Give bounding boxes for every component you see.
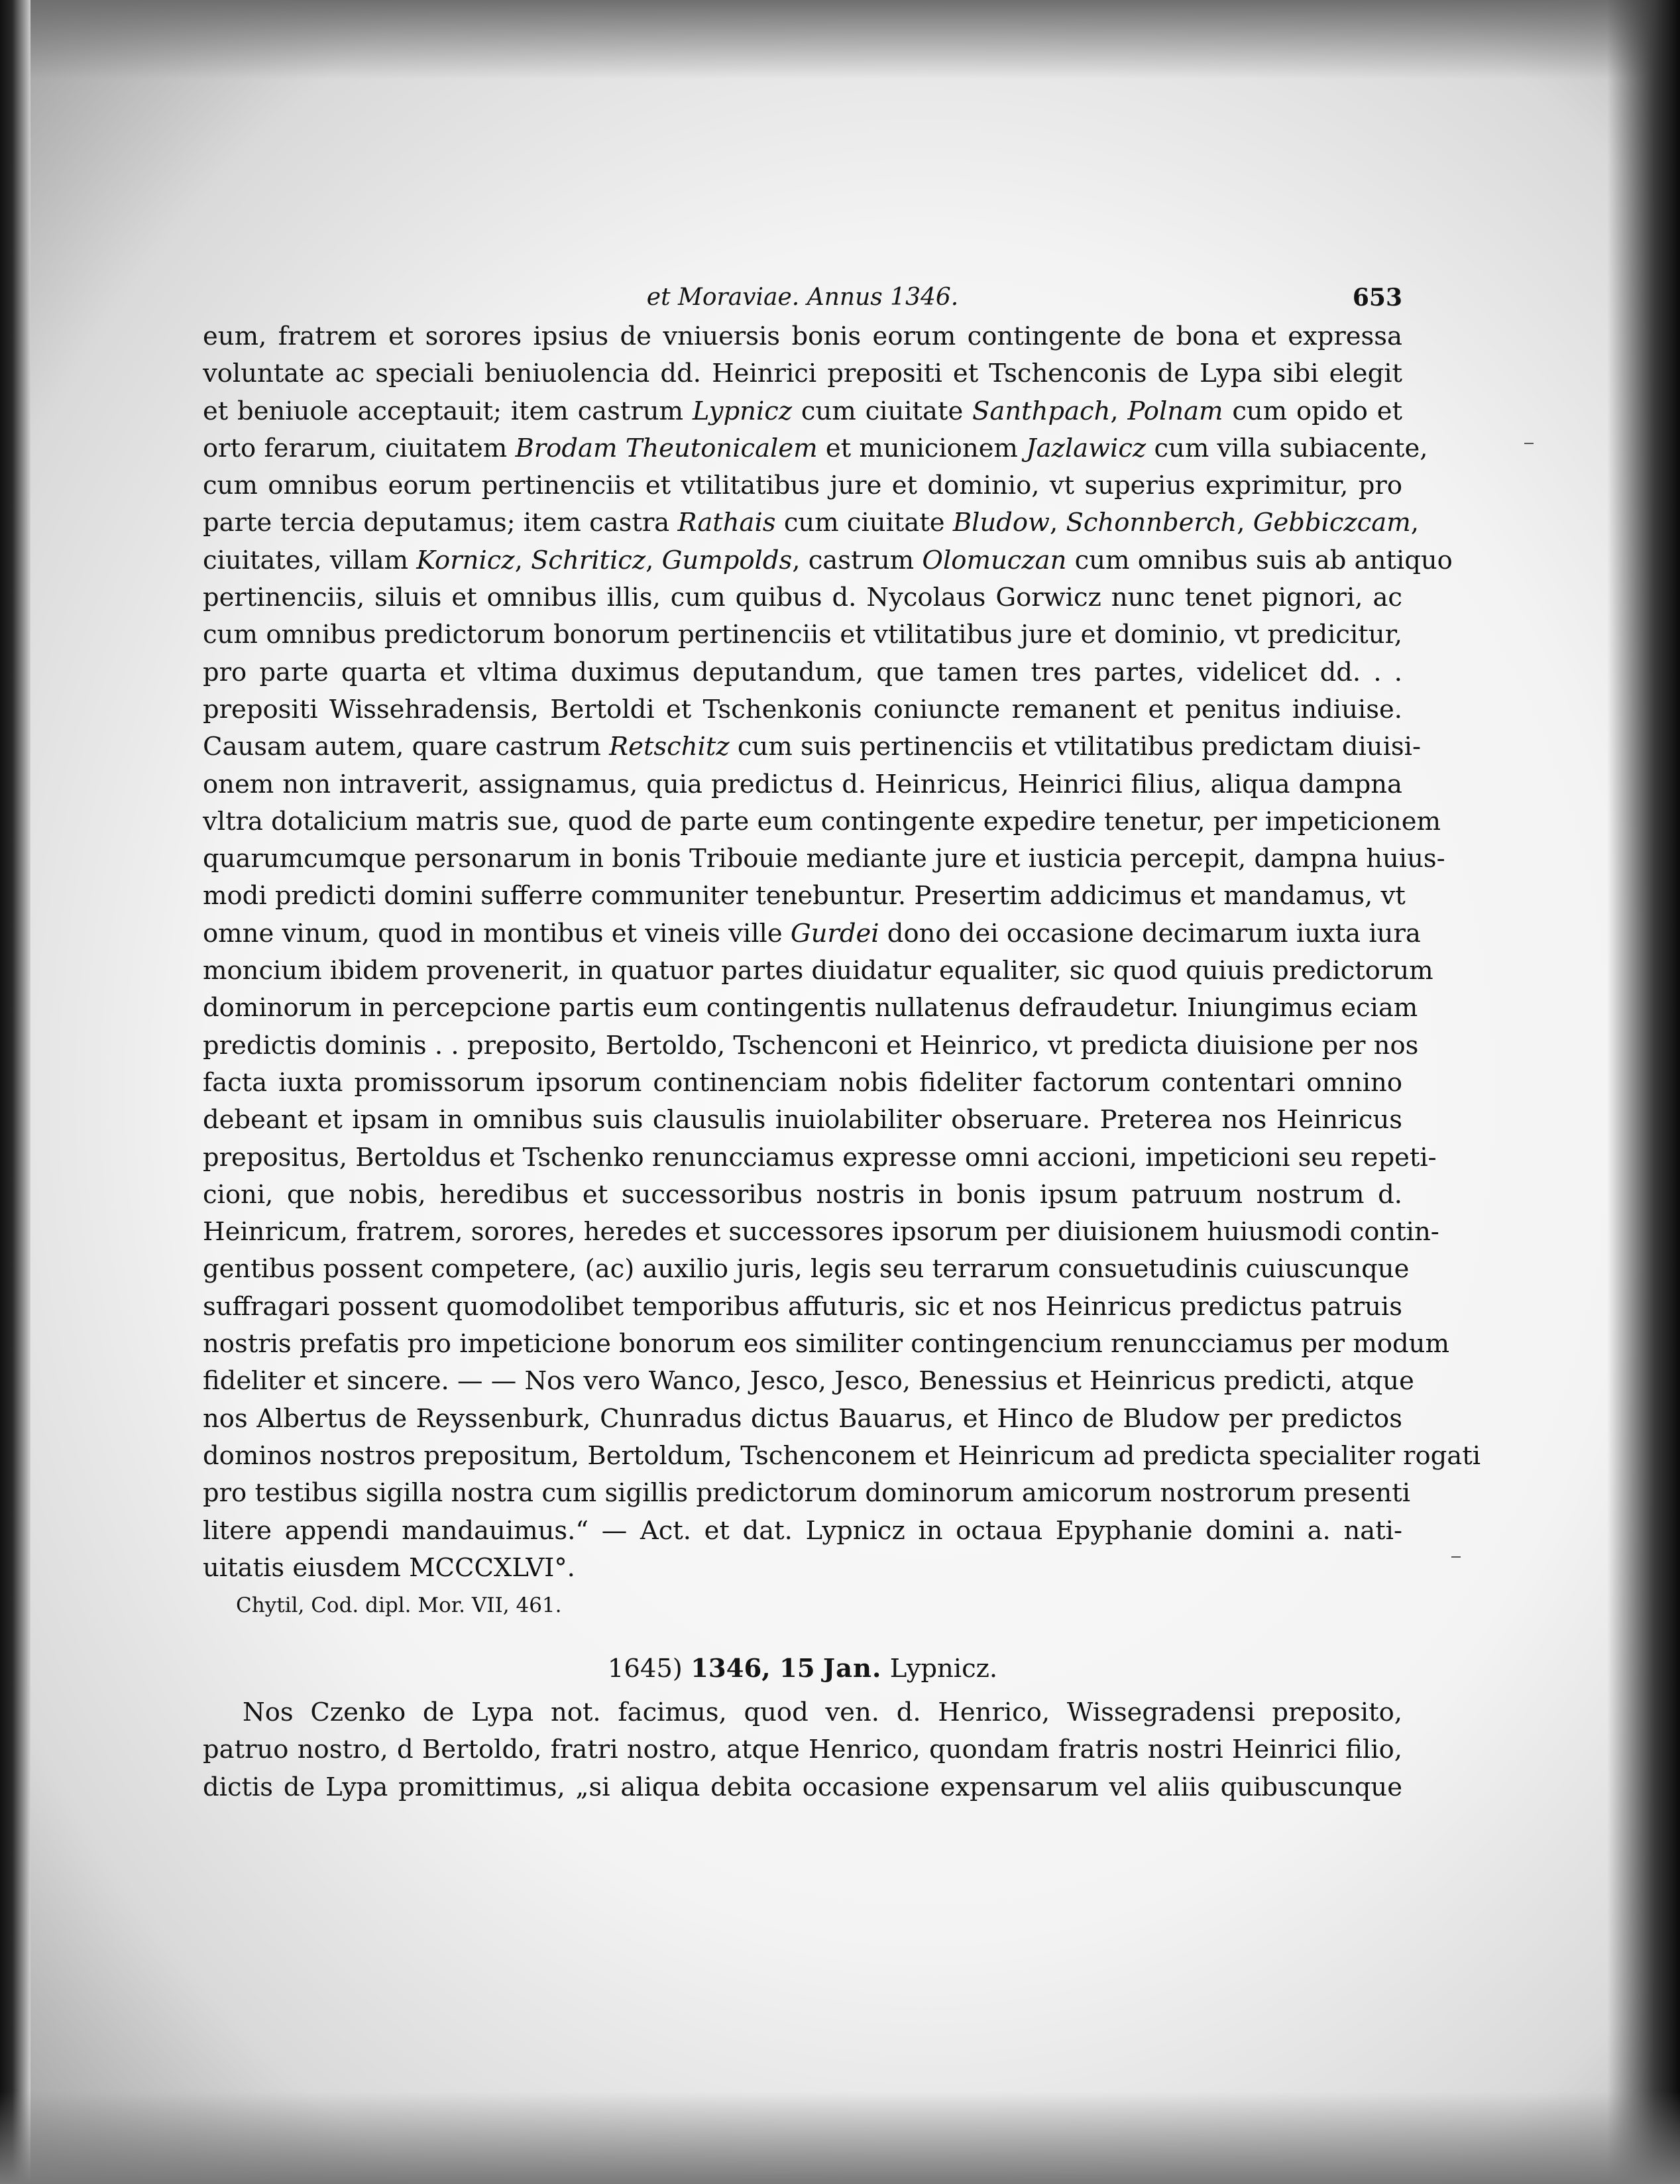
text-line bbox=[203, 355, 1402, 392]
document-1-text bbox=[203, 318, 1481, 1587]
text-segment: , castrum bbox=[792, 545, 923, 575]
place-name: Lypnicz bbox=[692, 396, 793, 426]
text-segment: cum ciuitate bbox=[792, 396, 973, 426]
text-segment: uitatis eiusdem MCCCXLVI°. bbox=[203, 1552, 575, 1583]
text-segment: , bbox=[1050, 508, 1066, 538]
text-line bbox=[203, 803, 1441, 840]
text-line bbox=[203, 318, 1402, 355]
text-segment: parte tercia deputamus; item castra bbox=[203, 508, 678, 538]
text-line bbox=[203, 1475, 1411, 1512]
text-line bbox=[203, 616, 1402, 654]
place-name: Gebbiczcam bbox=[1253, 508, 1411, 538]
text-segment: cum villa subiacente, bbox=[1146, 433, 1428, 463]
text-segment: dominorum in percepcione partis eum contingentis nullatenus defraudetur. Iniungimus eciam bbox=[203, 993, 1418, 1023]
text-segment: modi predicti domini sufferre communiter tenebuntur. Presertim addicimus et mandamus, vt bbox=[203, 881, 1406, 911]
text-segment: facta iuxta promissorum ipsorum continenciam nobis fideliter factorum contentari omnino bbox=[203, 1067, 1402, 1098]
text-line bbox=[203, 542, 1453, 579]
place-name: Jazlawicz bbox=[1026, 433, 1147, 463]
text-segment: litere appendi mandauimus.“ — Act. et dat. Lypnicz in octaua Epyphanie domini a. nati- bbox=[203, 1515, 1402, 1546]
scan-shadow-bottom bbox=[0, 2091, 1680, 2184]
place-name: Olomuczan bbox=[922, 545, 1067, 575]
text-segment: cum omnibus eorum pertinenciis et vtilitatibus jure et dominio, vt superius exprimitur, pro bbox=[203, 471, 1402, 501]
text-segment: debeant et ipsam in omnibus suis clausulis inuiolabiliter obseruare. Preterea nos Heinricus bbox=[203, 1105, 1402, 1135]
page-content bbox=[203, 278, 1481, 1806]
text-segment: dono dei occasione decimarum iuxta iura bbox=[879, 918, 1421, 948]
text-segment: Causam autem, quare castrum bbox=[203, 732, 610, 762]
text-segment: cum omnibus predictorum bonorum pertinenciis et vtilitatibus jure et dominio, vt predicitur, bbox=[203, 620, 1402, 650]
text-line: dictis de Lypa promittimus, „si aliqua debita occasione expensarum vel aliis quibuscunque bbox=[203, 1772, 1402, 1802]
text-line bbox=[203, 728, 1421, 766]
text-segment: , bbox=[645, 545, 662, 575]
text-line bbox=[203, 1438, 1481, 1475]
text-segment: pro parte quarta et vltima duximus deputandum, que tamen tres partes, videlicet dd. . . bbox=[203, 657, 1402, 687]
text-segment: prepositus, Bertoldus et Tschenko renuncciamus expresse omni accioni, impeticioni seu repeti- bbox=[203, 1142, 1437, 1173]
place-name: Schonnberch bbox=[1066, 508, 1237, 538]
text-segment: et beniuole acceptauit; item castrum bbox=[203, 396, 693, 426]
text-line bbox=[203, 579, 1402, 616]
text-segment: ciuitates, villam bbox=[203, 545, 417, 575]
scan-shadow-top bbox=[0, 0, 1680, 80]
text-segment: , bbox=[1410, 508, 1419, 538]
text-line bbox=[203, 915, 1421, 952]
text-line bbox=[203, 952, 1433, 990]
text-line bbox=[203, 393, 1402, 430]
document-date: 1346, 15 bbox=[691, 1654, 815, 1684]
text-segment: , bbox=[514, 545, 532, 575]
text-line: patruo nostro, d Bertoldo, fratri nostro, atque Henrico, quondam fratris nostri Heinrici filio, bbox=[203, 1735, 1402, 1765]
text-segment: pertinenciis, siluis et omnibus illis, cum quibus d. Nycolaus Gorwicz nunc tenet pignori, ac bbox=[203, 583, 1402, 613]
text-segment: cum ciuitate bbox=[775, 508, 953, 538]
page-number: 653 bbox=[1352, 284, 1402, 312]
text-line bbox=[203, 990, 1418, 1027]
text-line bbox=[203, 1401, 1402, 1438]
text-line bbox=[203, 1513, 1402, 1550]
text-line bbox=[203, 691, 1402, 728]
text-line bbox=[203, 878, 1406, 915]
text-line bbox=[203, 1064, 1402, 1102]
text-segment: quarumcumque personarum in bonis Tribouie mediante jure et iusticia percepit, dampna huius- bbox=[203, 844, 1445, 874]
text-segment: cum suis pertinenciis et vtilitatibus predictam diuisi- bbox=[729, 732, 1421, 762]
text-line bbox=[203, 766, 1402, 803]
place-name: Schriticz bbox=[531, 545, 646, 575]
text-segment: cum omnibus suis ab antiquo bbox=[1066, 545, 1453, 575]
text-segment: Heinricum, fratrem, sorores, heredes et successores ipsorum per diuisionem huiusmodi contin- bbox=[203, 1217, 1439, 1247]
text-line bbox=[203, 1251, 1410, 1288]
text-segment: onem non intraverit, assignamus, quia predictus d. Heinricus, Heinrici filius, aliqua dampna bbox=[203, 769, 1402, 799]
text-segment: moncium ibidem provenerit, in quatuor partes diuidatur equaliter, sic quod quiuis predictorum bbox=[203, 956, 1433, 986]
place-name: Bludow bbox=[952, 508, 1050, 538]
running-head bbox=[203, 278, 1402, 318]
text-segment: suffragari possent quomodolibet temporibus affuturis, sic et nos Heinricus predictus patruis bbox=[203, 1291, 1402, 1322]
place-name: Retschitz bbox=[609, 732, 730, 762]
text-line bbox=[203, 1326, 1449, 1363]
running-title: et Moraviae. Annus 1346. bbox=[646, 284, 959, 311]
text-segment: orto ferarum, ciuitatem bbox=[203, 433, 516, 463]
text-segment: cum opido et bbox=[1223, 396, 1402, 426]
place-name: Kornicz bbox=[416, 545, 515, 575]
document-2-text bbox=[203, 1694, 1402, 1806]
text-segment: voluntate ac speciali beniuolencia dd. Heinrici prepositi et Tschenconis de Lypa sibi elegit bbox=[203, 359, 1402, 389]
text-line: Nos Czenko de Lypa not. facimus, quod ven. d. Henrico, Wissegradensi preposito, bbox=[243, 1697, 1402, 1728]
text-segment: eum, fratrem et sorores ipsius de vniuersis bonis eorum contingente de bona et expressa bbox=[203, 321, 1402, 351]
text-line bbox=[203, 1102, 1402, 1139]
text-segment: cioni, que nobis, heredibus et successoribus nostris in bonis ipsum patruum nostrum d. bbox=[203, 1179, 1402, 1210]
document-2-heading bbox=[203, 1650, 1402, 1688]
text-segment: fideliter et sincere. — — Nos vero Wanco, Jesco, Jesco, Benessius et Heinricus predicti, atque bbox=[203, 1366, 1414, 1397]
place-name: Rathais bbox=[677, 508, 776, 538]
text-segment: nos Albertus de Reyssenburk, Chunradus dictus Bauarus, et Hinco de Bludow per predictos bbox=[203, 1403, 1402, 1434]
scan-shadow-right bbox=[1607, 0, 1680, 2184]
source-citation: Chytil, Cod. dipl. Mor. VII, 461. bbox=[236, 1593, 562, 1618]
place-name: Santhpach bbox=[972, 396, 1111, 426]
text-line bbox=[203, 1363, 1414, 1400]
text-segment: dominos nostros prepositum, Bertoldum, Tschenconem et Heinricum ad predicta specialiter rogati bbox=[203, 1440, 1481, 1471]
text-line bbox=[203, 467, 1402, 504]
text-line bbox=[203, 654, 1402, 691]
text-line bbox=[203, 1177, 1402, 1214]
text-segment: omne vinum, quod in montibus et vineis ville bbox=[203, 918, 791, 948]
scan-shadow-left bbox=[0, 0, 30, 2184]
place-name: Polnam bbox=[1127, 396, 1223, 426]
text-line bbox=[203, 1289, 1402, 1326]
text-segment: , bbox=[1237, 508, 1253, 538]
text-segment: , bbox=[1110, 396, 1128, 426]
document-number: 1645) bbox=[607, 1654, 683, 1684]
place-name: Brodam Theutonicalem bbox=[515, 433, 818, 463]
text-segment: et municionem bbox=[817, 433, 1027, 463]
text-segment: vltra dotalicium matris sue, quod de parte eum contingente expedire tenetur, per impeticionem bbox=[203, 806, 1441, 836]
place-name: Gumpolds bbox=[661, 545, 793, 575]
scan-mark bbox=[1524, 443, 1534, 444]
text-line bbox=[203, 430, 1428, 467]
text-segment: pro testibus sigilla nostra cum sigillis predictorum dominorum amicorum nostrorum presenti bbox=[203, 1478, 1411, 1509]
text-line bbox=[203, 840, 1445, 878]
document-place: Lypnicz. bbox=[889, 1654, 998, 1684]
text-line bbox=[203, 1550, 1402, 1587]
text-segment: predictis dominis . . preposito, Bertoldo, Tschenconi et Heinrico, vt predicta diuisione per nos bbox=[203, 1030, 1419, 1061]
text-line bbox=[203, 1027, 1419, 1064]
text-segment: gentibus possent competere, (ac) auxilio juris, legis seu terrarum consuetudinis cuiuscunque bbox=[203, 1254, 1410, 1285]
document-month: Jan. bbox=[822, 1654, 882, 1684]
place-name: Gurdei bbox=[790, 918, 879, 948]
text-line bbox=[203, 1214, 1439, 1251]
text-line bbox=[203, 504, 1419, 542]
text-segment: prepositi Wissehradensis, Bertoldi et Tschenkonis coniuncte remanent et penitus indiuise. bbox=[203, 694, 1402, 724]
text-segment: nostris prefatis pro impeticione bonorum eos similiter contingencium renuncciamus per modum bbox=[203, 1329, 1449, 1359]
text-line bbox=[203, 1139, 1437, 1177]
scan-mark bbox=[1451, 1556, 1461, 1558]
